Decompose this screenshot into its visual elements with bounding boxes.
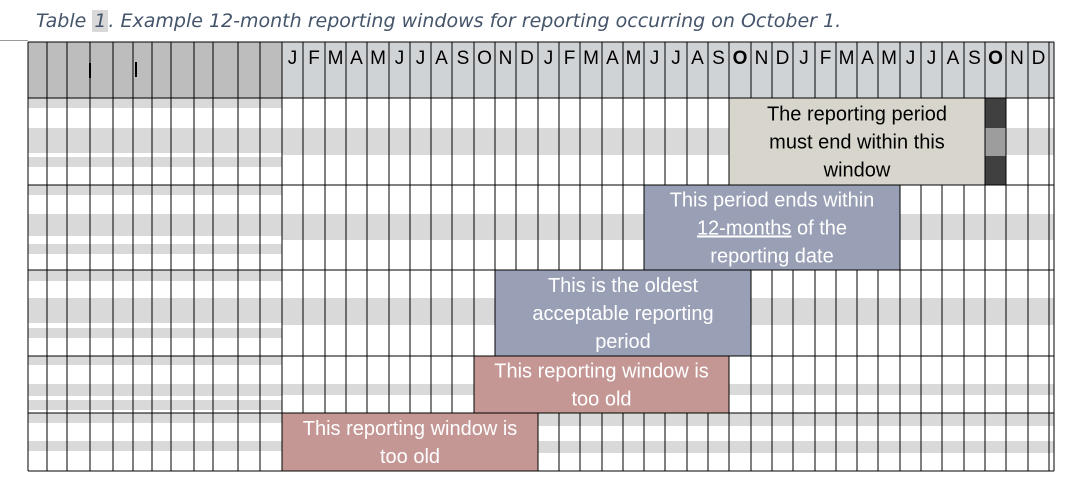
month-label: O — [732, 48, 748, 69]
month-label: A — [691, 48, 704, 69]
oldest-acceptable-period-label: acceptable reporting — [532, 303, 714, 325]
oldest-acceptable-period-label: period — [595, 331, 651, 353]
row-stripe — [28, 384, 282, 396]
month-label: A — [946, 48, 960, 69]
month-label: F — [308, 48, 320, 69]
row-stripe — [28, 157, 282, 167]
month-label: S — [456, 48, 470, 69]
row-stripe — [28, 441, 282, 451]
row-stripe — [28, 356, 282, 365]
marker-dark-cell — [985, 98, 1006, 128]
header-left-fill — [28, 42, 282, 98]
table-caption: Table 1 . Example 12-month reporting windows for reporting occurring on October 1. — [36, 10, 842, 32]
month-label: M — [625, 48, 642, 69]
month-label: J — [671, 48, 681, 69]
month-label: S — [968, 48, 981, 69]
too-old-window-2-label: This reporting window is — [302, 418, 518, 440]
period-ends-within-12-months-label: This period ends within — [669, 189, 875, 212]
month-label: J — [905, 48, 916, 69]
month-label: D — [520, 48, 534, 69]
row-stripe — [28, 413, 282, 423]
month-label: A — [606, 48, 619, 69]
month-label: N — [498, 48, 513, 69]
too-old-window-2-label: too old — [379, 446, 441, 468]
month-label: N — [754, 48, 769, 69]
month-label: A — [350, 48, 363, 69]
row-stripe — [28, 214, 282, 236]
marker-dark-cell — [985, 156, 1006, 185]
month-label: J — [543, 48, 554, 69]
too-old-window-1-label: This reporting window is — [494, 360, 709, 383]
row-stripe — [28, 270, 282, 281]
row-stripe — [28, 244, 282, 254]
row-stripe — [28, 185, 282, 195]
period-ends-within-12-months-label: 12-months of the — [696, 217, 848, 240]
month-label: J — [799, 48, 809, 69]
month-label: N — [1010, 48, 1024, 69]
month-label: J — [287, 48, 298, 69]
period-ends-within-12-months-label: reporting date — [710, 245, 834, 268]
month-label: J — [415, 48, 426, 69]
month-label: M — [327, 48, 344, 69]
reporting-period-end-window-label: window — [823, 159, 891, 182]
too-old-window-1-label: too old — [571, 388, 632, 411]
month-label: M — [583, 48, 599, 69]
underlined-term: 12-months — [696, 217, 792, 240]
marker-mid-cell — [985, 128, 1006, 156]
month-label: F — [563, 48, 576, 69]
month-label: J — [394, 48, 405, 69]
oldest-acceptable-period-label: This is the oldest — [547, 275, 699, 297]
row-stripe — [28, 98, 282, 108]
month-label: J — [926, 48, 937, 69]
month-label: M — [370, 48, 386, 69]
row-stripe — [28, 128, 282, 153]
reporting-period-end-window-label: The reporting period — [766, 103, 948, 126]
month-label: O — [477, 48, 492, 69]
reporting-period-end-window-label: must end within this — [769, 131, 945, 154]
month-label: M — [838, 48, 855, 69]
row-stripe — [28, 298, 282, 323]
table-number: 1 — [94, 10, 107, 32]
month-label: M — [881, 48, 897, 69]
month-label: S — [712, 48, 725, 69]
row-stripe — [28, 400, 282, 410]
month-label: O — [988, 48, 1003, 69]
month-label: A — [861, 48, 874, 69]
month-label: J — [649, 48, 660, 69]
row-stripe — [28, 328, 282, 338]
month-label: D — [1031, 48, 1046, 69]
month-label: A — [435, 48, 448, 69]
month-label: F — [819, 48, 832, 69]
month-label: D — [775, 48, 790, 69]
